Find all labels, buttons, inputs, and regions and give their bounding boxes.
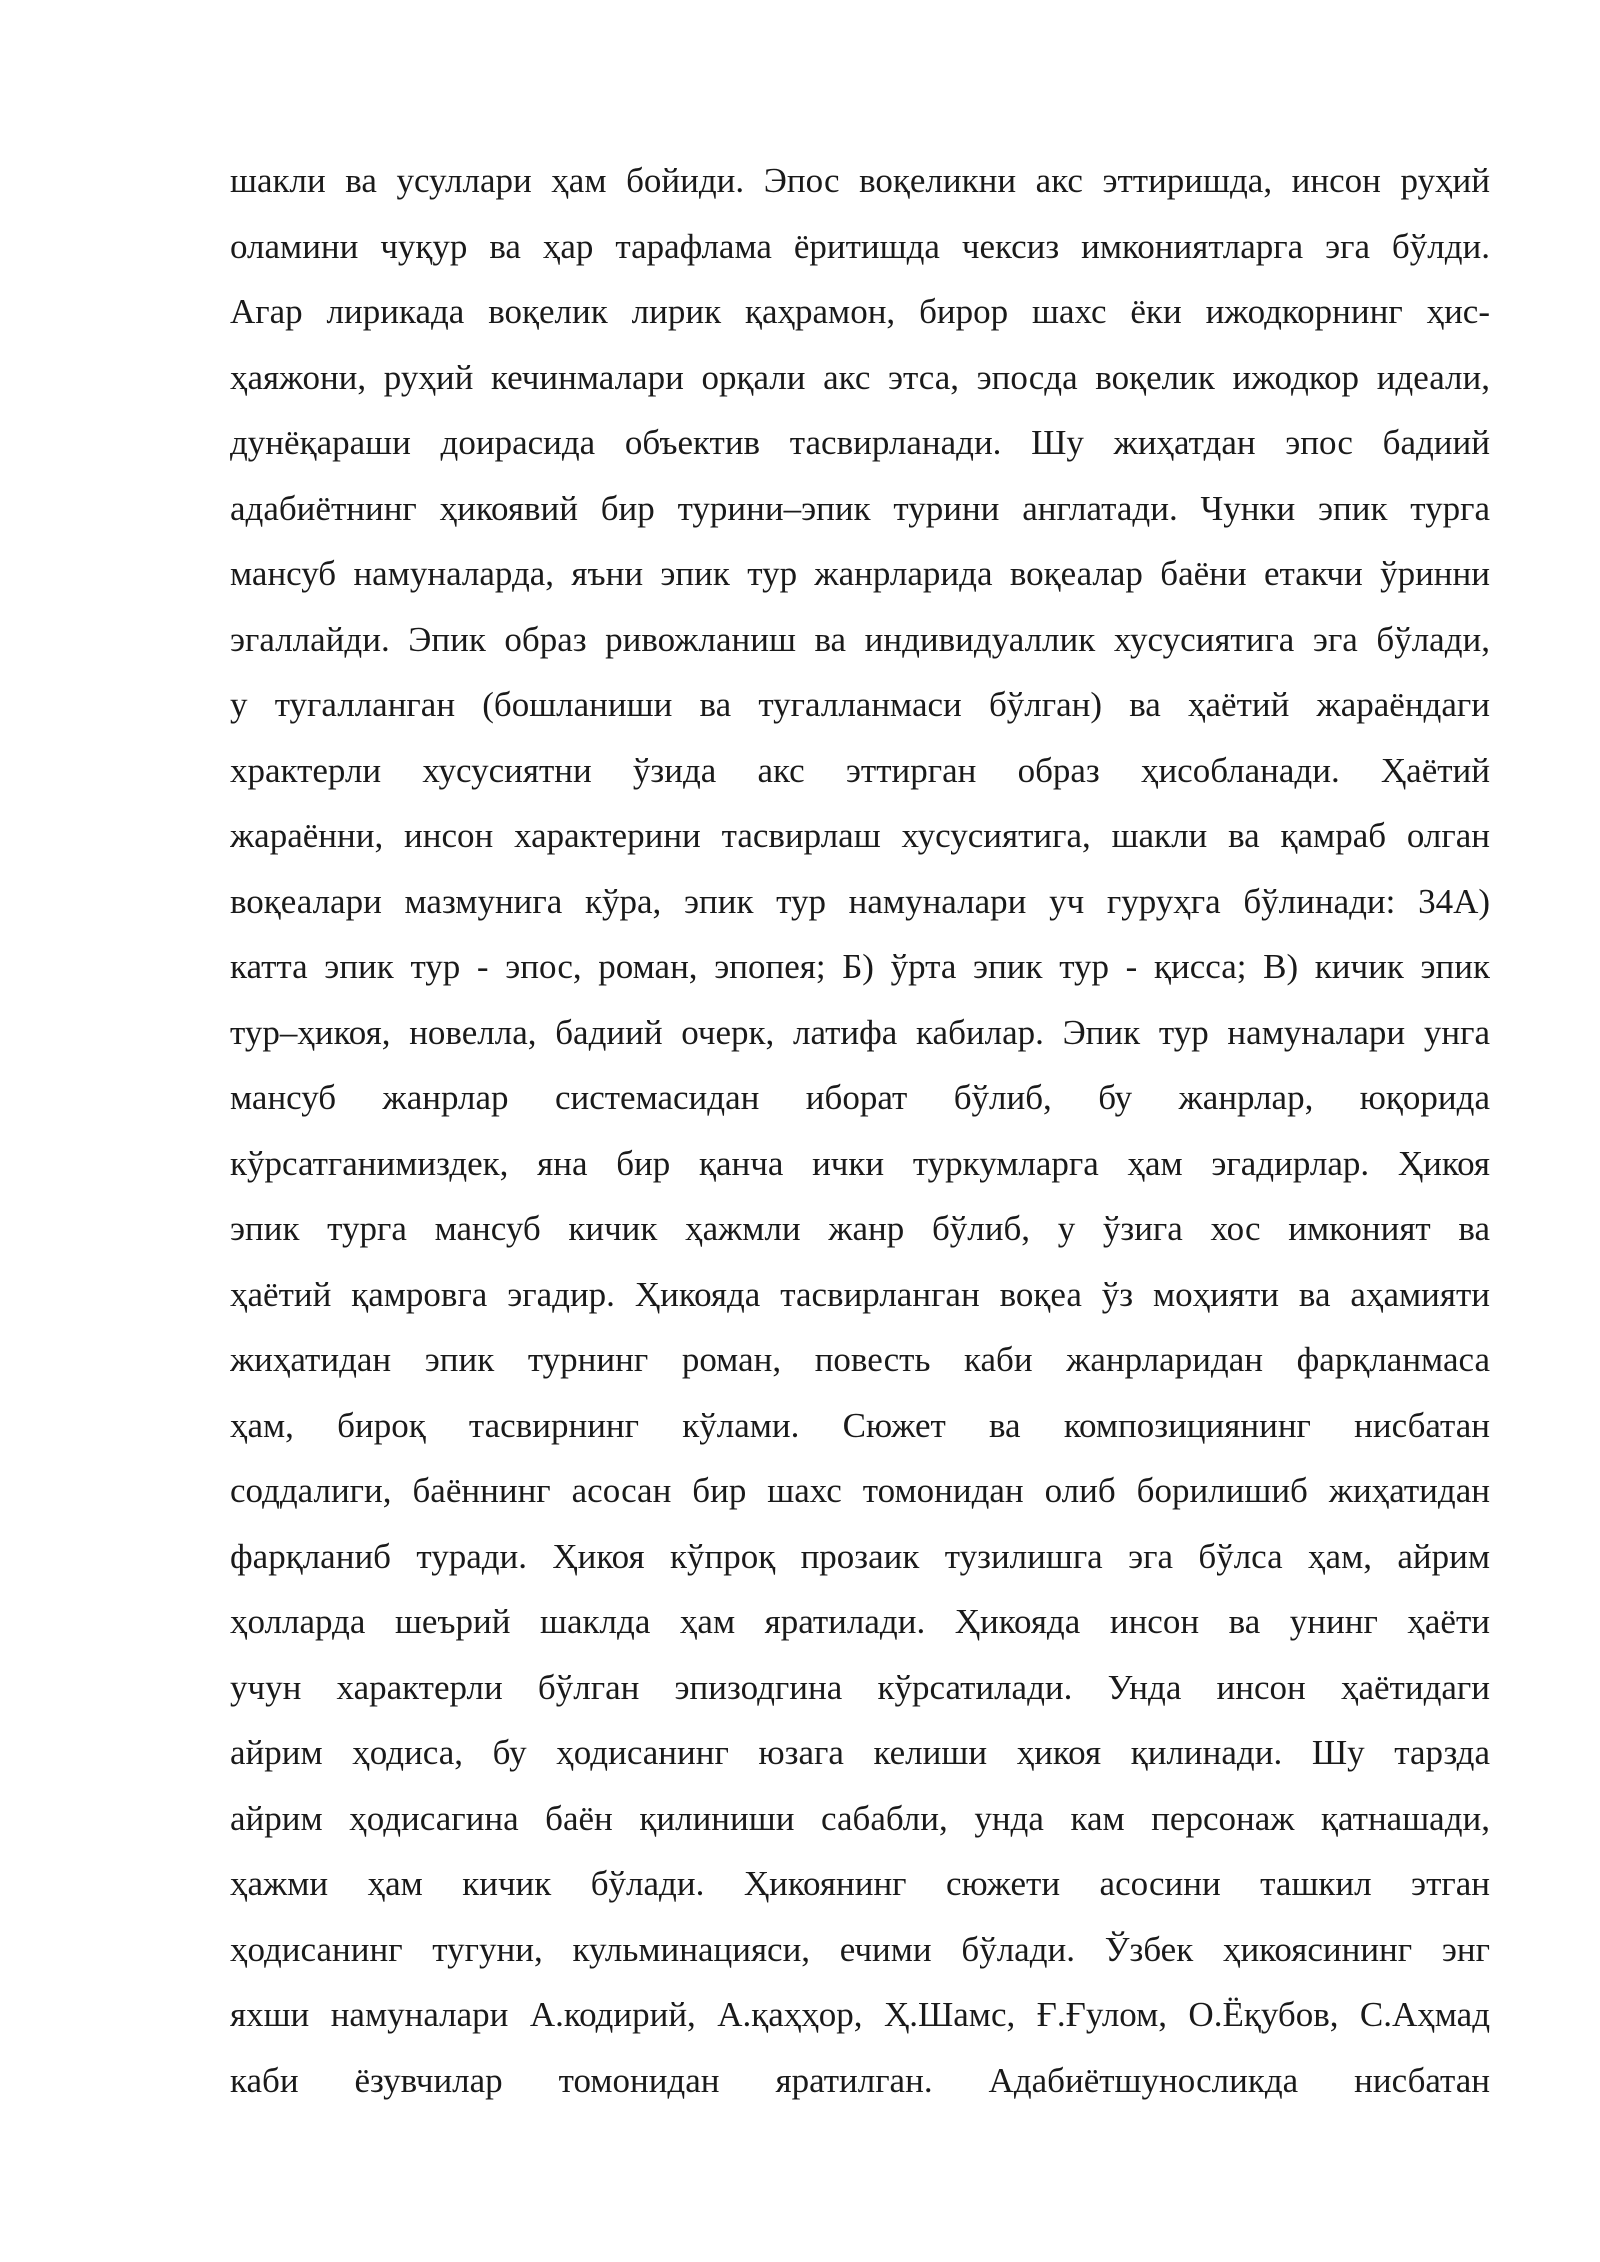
text-line: ҳам, бироқ тасвирнинг кўлами. Сюжет ва композициянинг нисбатан — [230, 1405, 1490, 1445]
text-line: у тугалланган (бошланиши ва тугалланмаси бўлган) ва ҳаётий жараёндаги — [230, 685, 1490, 724]
text-line: адабиётнинг ҳикоявий бир турини–эпик турини англатади. Чунки эпик турга — [230, 488, 1490, 528]
text-line: каби ёзувчилар томонидан яратилган. Адабиётшуносликда нисбатан — [230, 2060, 1490, 2100]
text-line: храктерли хусусиятни ўзида акс эттирган образ ҳисобланади. Ҳаётий — [230, 750, 1490, 790]
text-line: айрим ҳодиса, бу ҳодисанинг юзага келиши ҳикоя қилинади. Шу тарзда — [230, 1733, 1490, 1772]
text-line: яхши намуналари А.кодирий, А.қаҳҳор, Ҳ.Шамс, Ғ.Ғулом, О.Ёқубов, С.Аҳмад — [230, 1995, 1490, 2034]
text-line: оламини чуқур ва ҳар тарафлама ёритишда чексиз имкониятларга эга бўлди. — [230, 226, 1490, 266]
text-line: шакли ва усуллари ҳам бойиди. Эпос воқеликни акс эттиришда, инсон руҳий — [230, 161, 1490, 200]
text-line: Агар лирикада воқелик лирик қаҳрамон, бирор шахс ёки ижодкорнинг ҳис- — [230, 292, 1490, 331]
text-line: жараённи, инсон характерини тасвирлаш хусусиятига, шакли ва қамраб олган — [230, 816, 1490, 855]
text-line: воқеалари мазмунига кўра, эпик тур намуналари уч гуруҳга бўлинади: 34А) — [230, 881, 1490, 921]
text-line: дунёқараши доирасида объектив тасвирланади. Шу жиҳатдан эпос бадиий — [230, 423, 1490, 462]
text-line: тур–ҳикоя, новелла, бадиий очерк, латифа кабилар. Эпик тур намуналари унга — [230, 1012, 1490, 1052]
body-text — [230, 148, 1490, 2113]
text-line: ҳаяжони, руҳий кечинмалари орқали акс этса, эпосда воқелик ижодкор идеали, — [230, 357, 1490, 397]
text-line: фарқланиб туради. Ҳикоя кўпроқ прозаик тузилишга эга бўлса ҳам, айрим — [230, 1536, 1490, 1576]
text-line: ҳолларда шеърий шаклда ҳам яратилади. Ҳикояда инсон ва унинг ҳаёти — [230, 1602, 1490, 1641]
text-line: соддалиги, баённинг асосан бир шахс томонидан олиб борилишиб жиҳатидан — [230, 1471, 1490, 1510]
text-line: эпик турга мансуб кичик ҳажмли жанр бўлиб, у ўзига хос имконият ва — [230, 1209, 1490, 1248]
text-line: айрим ҳодисагина баён қилиниши сабабли, унда кам персонаж қатнашади, — [230, 1798, 1490, 1838]
text-line: ҳажми ҳам кичик бўлади. Ҳикоянинг сюжети асосини ташкил этган — [230, 1864, 1490, 1903]
text-line: эгаллайди. Эпик образ ривожланиш ва индивидуаллик хусусиятига эга бўлади, — [230, 619, 1490, 659]
text-line: жиҳатидан эпик турнинг роман, повесть каби жанрларидан фарқланмаса — [230, 1340, 1490, 1379]
text-line: ҳаётий қамровга эгадир. Ҳикояда тасвирланган воқеа ўз моҳияти ва аҳамияти — [230, 1274, 1490, 1314]
text-line: мансуб намуналарда, яъни эпик тур жанрларида воқеалар баёни етакчи ўринни — [230, 554, 1490, 593]
text-line: учун характерли бўлган эпизодгина кўрсатилади. Унда инсон ҳаётидаги — [230, 1667, 1490, 1707]
text-line: катта эпик тур - эпос, роман, эпопея; Б) ўрта эпик тур - қисса; В) кичик эпик — [230, 947, 1490, 986]
text-line: мансуб жанрлар системасидан иборат бўлиб, бу жанрлар, юқорида — [230, 1078, 1490, 1117]
text-line: ҳодисанинг тугуни, кульминацияси, ечими бўлади. Ўзбек ҳикоясининг энг — [230, 1929, 1490, 1969]
text-line: кўрсатганимиздек, яна бир қанча ички туркумларга ҳам эгадирлар. Ҳикоя — [230, 1143, 1490, 1183]
